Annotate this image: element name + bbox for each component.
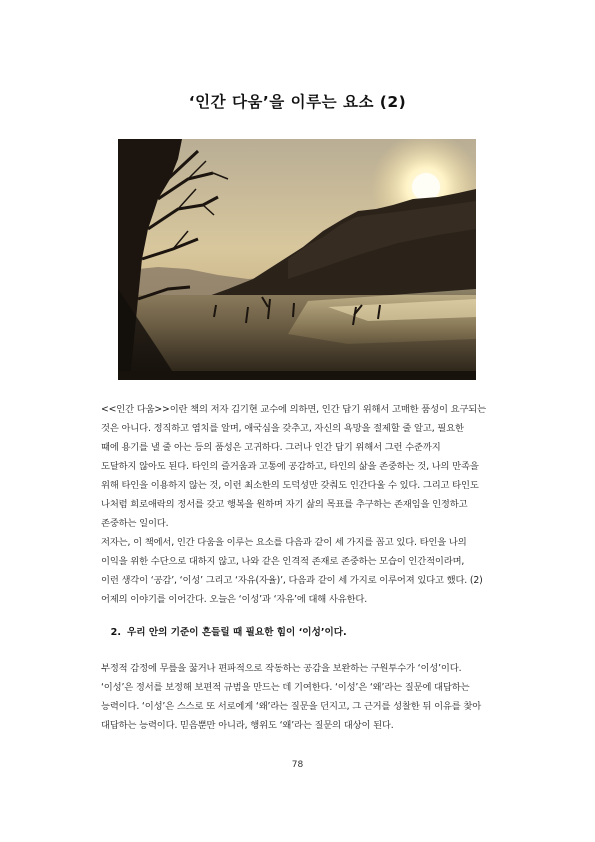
paragraph-line: 이런 생각이 ‘공감’, ‘이성’ 그리고 ‘자유(자율)’, 다음과 같이 세 가지로 이루어져 있다고 했다. (2) [101, 575, 483, 586]
paragraph-line: 이익을 위한 수단으로 대하지 않고, 나와 같은 인격적 존재로 존중하는 모습이 인간적이라며, [101, 556, 465, 567]
paragraph-line: 부정적 감정에 무릎을 꿇거나 편파적으로 작동하는 공감을 보완하는 구원투수가 ‘이성’이다. [101, 663, 462, 674]
paragraph-line: 능력이다. ‘이성’은 스스로 또 서로에게 ‘왜’라는 질문을 던지고, 그 근거를 성찰한 뒤 이유를 찾아 [101, 701, 482, 712]
paragraph-line: 저자는, 이 책에서, 인간 다움을 이루는 요소를 다음과 같이 세 가지를 꼽고 있다. 타인을 나의 [101, 537, 467, 548]
section-number: 2. [110, 627, 121, 638]
paragraph-line: 어제의 이야기를 이어간다. 오늘은 ‘이성’과 ‘자유’에 대해 사유한다. [101, 594, 368, 605]
lake-sunset-photo [118, 139, 476, 380]
intro-paragraph [101, 400, 525, 533]
paragraph-line: 것은 아니다. 정직하고 염치를 알며, 애국심을 갖추고, 자신의 욕망을 절제할 줄 알고, 필요한 [101, 423, 464, 434]
paragraph-line: <<인간 다움>>이란 책의 저자 김기현 교수에 의하면, 인간 답기 위해서 고매한 품성이 요구되는 [101, 404, 486, 415]
paragraph-line: ‘이성’은 정서를 보정해 보편적 규범을 만드는 데 기여한다. ‘이성’은 ‘왜’라는 질문에 대답하는 [101, 682, 470, 693]
paragraph-line: 대답하는 능력이다. 믿음뿐만 아니라, 행위도 ‘왜’라는 질문의 대상이 된다. [101, 720, 394, 731]
paragraph-line: 나처럼 희로애락의 정서를 갖고 행복을 원하며 자기 삶의 목표를 추구하는 존재임을 인정하고 [101, 499, 468, 510]
paragraph-line: 도달하지 않아도 된다. 타인의 즐거움과 고통에 공감하고, 타인의 삶을 존중하는 것, 나의 만족을 [101, 461, 479, 472]
paragraph-line: 위해 타인을 이용하지 않는 것, 이런 최소한의 도덕성만 갖춰도 인간다울 수 있다. 그리고 타인도 [101, 480, 479, 491]
author-paragraph [101, 533, 525, 609]
page-number: 78 [291, 760, 304, 770]
page-title: ‘인간 다움’을 이루는 요소 (2) [188, 93, 407, 111]
section-heading-text: 우리 안의 기준이 흔들릴 때 필요한 힘이 ‘이성’이다. [127, 627, 347, 638]
paragraph-line: 때에 용기를 낼 줄 아는 등의 품성은 고귀하다. 그러나 인간 답기 위해서 그런 수준까지 [101, 442, 441, 453]
section-heading [101, 624, 525, 638]
paragraph-line: 존중하는 일이다. [101, 518, 169, 529]
reason-paragraph [101, 659, 525, 735]
